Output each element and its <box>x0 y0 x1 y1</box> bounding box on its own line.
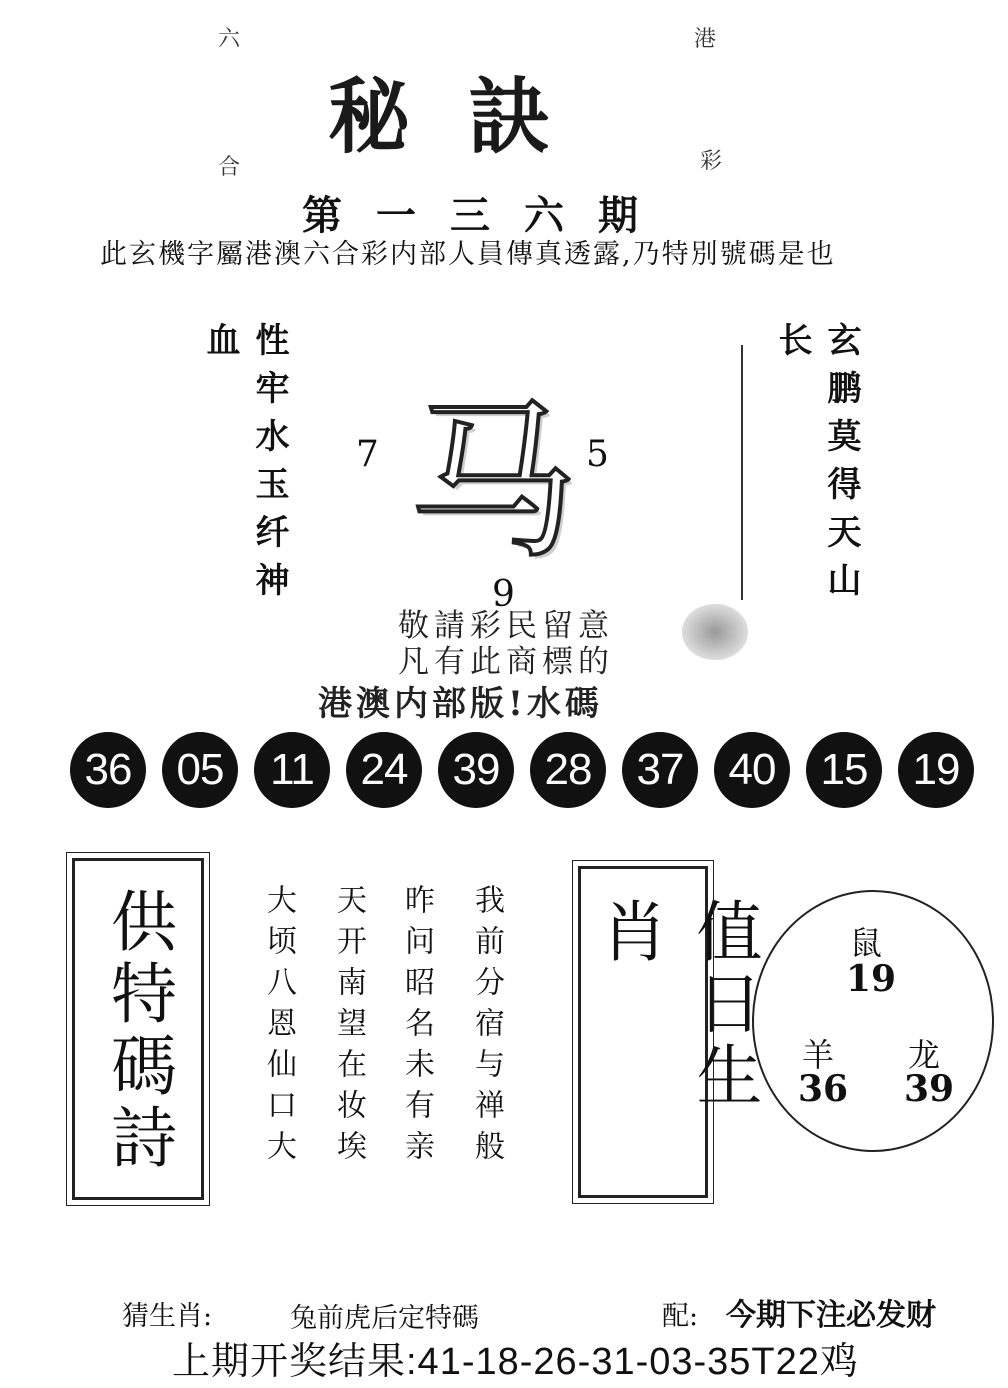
poem-column: 大顷八恩仙口大 <box>261 884 296 1171</box>
number-ball: 05 <box>162 732 238 808</box>
corner-char-bottom-left: 合 <box>218 155 241 180</box>
number-ball: 28 <box>530 732 606 808</box>
poem-title-box <box>72 858 204 1200</box>
number-ball: 19 <box>898 732 974 808</box>
number-ball: 15 <box>806 732 882 808</box>
number-balls-row <box>70 732 990 808</box>
poem-column: 我前分宿与禅般 <box>469 884 504 1171</box>
zodiac-name-left: 羊 <box>802 1036 835 1074</box>
issue-number: 第一三六期 <box>302 192 672 239</box>
zodiac-number-left: 36 <box>798 1068 849 1110</box>
notice-line-2: 凡有此商標的 <box>398 644 614 680</box>
guess-label: 猜生肖: <box>122 1301 213 1332</box>
corner-char-top-right: 港 <box>694 27 717 52</box>
zodiac-number-right: 39 <box>904 1068 955 1110</box>
pair-text: 今期下注必发财 <box>726 1298 936 1333</box>
left-verse-column: 性牢水玉纤神血 <box>200 322 289 610</box>
brand-stamp-image <box>682 604 748 660</box>
poem-column: 天开南望在妆埃 <box>331 884 366 1171</box>
number-ball: 40 <box>714 732 790 808</box>
zodiac-name-top: 鼠 <box>850 924 883 962</box>
right-verse-column: 玄鹏莫得天山长 <box>772 322 861 610</box>
poem-title: 供特碼詩 <box>99 887 177 1175</box>
page-title: 秘訣 <box>328 69 609 165</box>
zodiac-number-top: 19 <box>846 958 897 1000</box>
guess-text: 兔前虎后定特碼 <box>290 1303 479 1334</box>
poem-column: 昨问昭名未有亲 <box>399 884 434 1171</box>
zodiac-title-box <box>578 866 762 1198</box>
last-draw-result: 上期开奖结果:41-18-26-31-03-35T22鸡 <box>172 1341 859 1383</box>
intro-text: 此玄機字屬港澳六合彩内部人員傳真透露,乃特別號碼是也 <box>100 239 836 270</box>
zodiac-title: 值日生肖 <box>590 897 762 1113</box>
pair-label: 配: <box>662 1301 699 1332</box>
center-number-bottom: 9 <box>492 574 515 615</box>
notice-line-3: 港澳内部版!水碼 <box>318 684 603 724</box>
center-number-left: 7 <box>356 434 379 475</box>
center-number-right: 5 <box>586 434 609 475</box>
number-ball: 36 <box>70 732 146 808</box>
number-ball: 24 <box>346 732 422 808</box>
number-ball: 37 <box>622 732 698 808</box>
corner-char-bottom-right: 彩 <box>700 149 723 174</box>
corner-char-top-left: 六 <box>218 27 241 52</box>
divider-line <box>741 345 743 600</box>
notice-line-1: 敬請彩民留意 <box>398 608 614 644</box>
featured-character: 马 <box>408 384 579 582</box>
zodiac-name-right: 龙 <box>908 1036 941 1074</box>
number-ball: 39 <box>438 732 514 808</box>
number-ball: 11 <box>254 732 330 808</box>
